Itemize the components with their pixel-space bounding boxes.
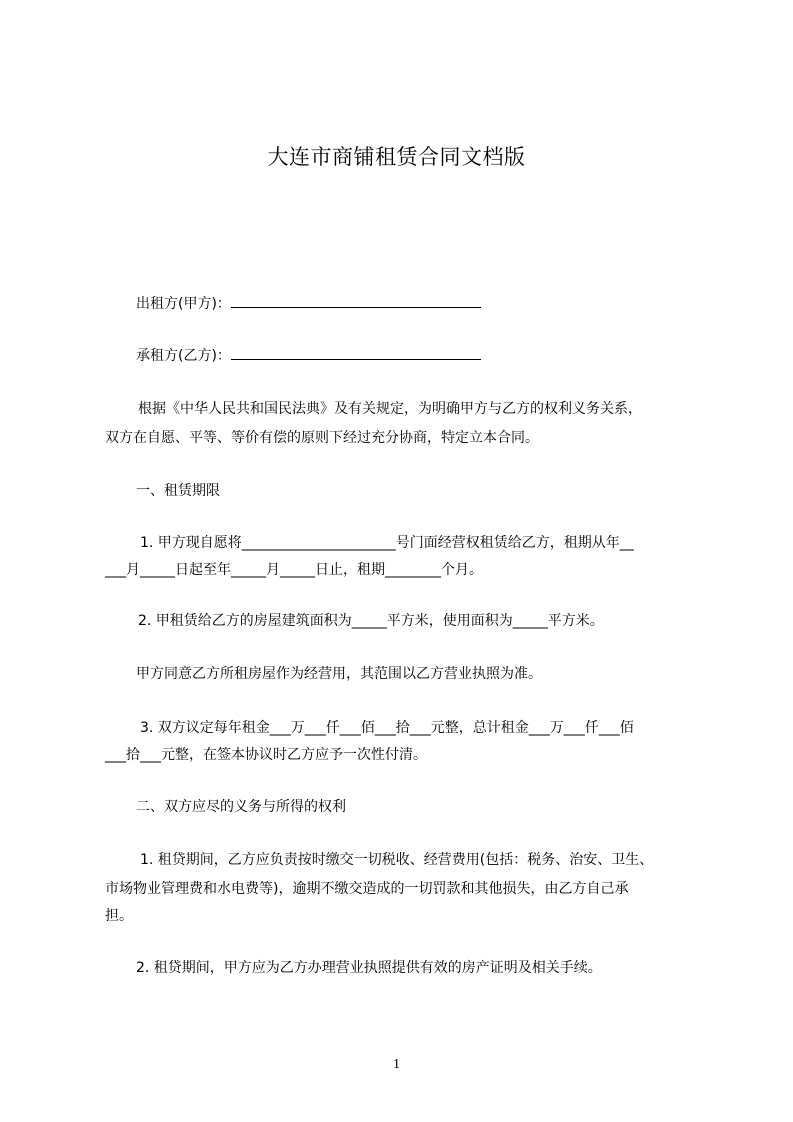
lessor-label: 出租方(甲方)： <box>136 296 231 312</box>
preamble-line-1: 根据《中华人民共和国民法典》及有关规定，为明确甲方与乙方的权利义务关系， <box>138 401 642 417</box>
page-number: 1 <box>393 1057 400 1072</box>
clause-2-1-line-1: 1. 租贷期间，乙方应负责按时缴交一切税收、经营费用(包括：税务、治安、卫生、 <box>140 852 654 868</box>
clause-2-1-line-3: 担。 <box>105 908 133 924</box>
preamble-line-2: 双方在自愿、平等、等价有偿的原则下经过充分协商，特定立本合同。 <box>105 430 539 446</box>
document-title: 大连市商铺租赁合同文档版 <box>267 145 526 169</box>
clause-1-2: 2. 甲租赁给乙方的房屋建筑面积为_____平方米，使用面积为_____平方米。 <box>138 613 604 629</box>
section-1-heading: 一、租赁期限 <box>136 483 220 499</box>
clause-1-2b: 甲方同意乙方所租房屋作为经营用，其范围以乙方营业执照为准。 <box>136 666 542 682</box>
lessee-blank <box>231 344 481 360</box>
clause-1-1-line-2: ___月_____日起至年_____月_____日止，租期________个月。 <box>105 562 483 578</box>
clause-1-3-line-1: 3. 双方议定每年租金___万___仟___佰___拾___元整，总计租金___万___仟___佰 <box>140 720 634 736</box>
clause-2-2: 2. 租贷期间，甲方应为乙方办理营业执照提供有效的房产证明及相关手续。 <box>136 960 602 976</box>
section-2-heading: 二、双方应尽的义务与所得的权利 <box>136 799 346 815</box>
lessor-line <box>136 292 481 314</box>
lessee-label: 承租方(乙方)： <box>136 348 231 364</box>
lessee-line <box>136 344 481 366</box>
lessor-blank <box>231 292 481 308</box>
clause-1-3-line-2: ___拾___元整，在签本协议时乙方应予一次性付清。 <box>105 747 427 763</box>
clause-2-1-line-2: 市场物业管理费和水电费等)，逾期不缴交造成的一切罚款和其他损失，由乙方自己承 <box>105 881 629 897</box>
clause-1-1-line-1: 1. 甲方现自愿将______________________号门面经营权租赁给乙方，租期从年__ <box>140 535 634 551</box>
